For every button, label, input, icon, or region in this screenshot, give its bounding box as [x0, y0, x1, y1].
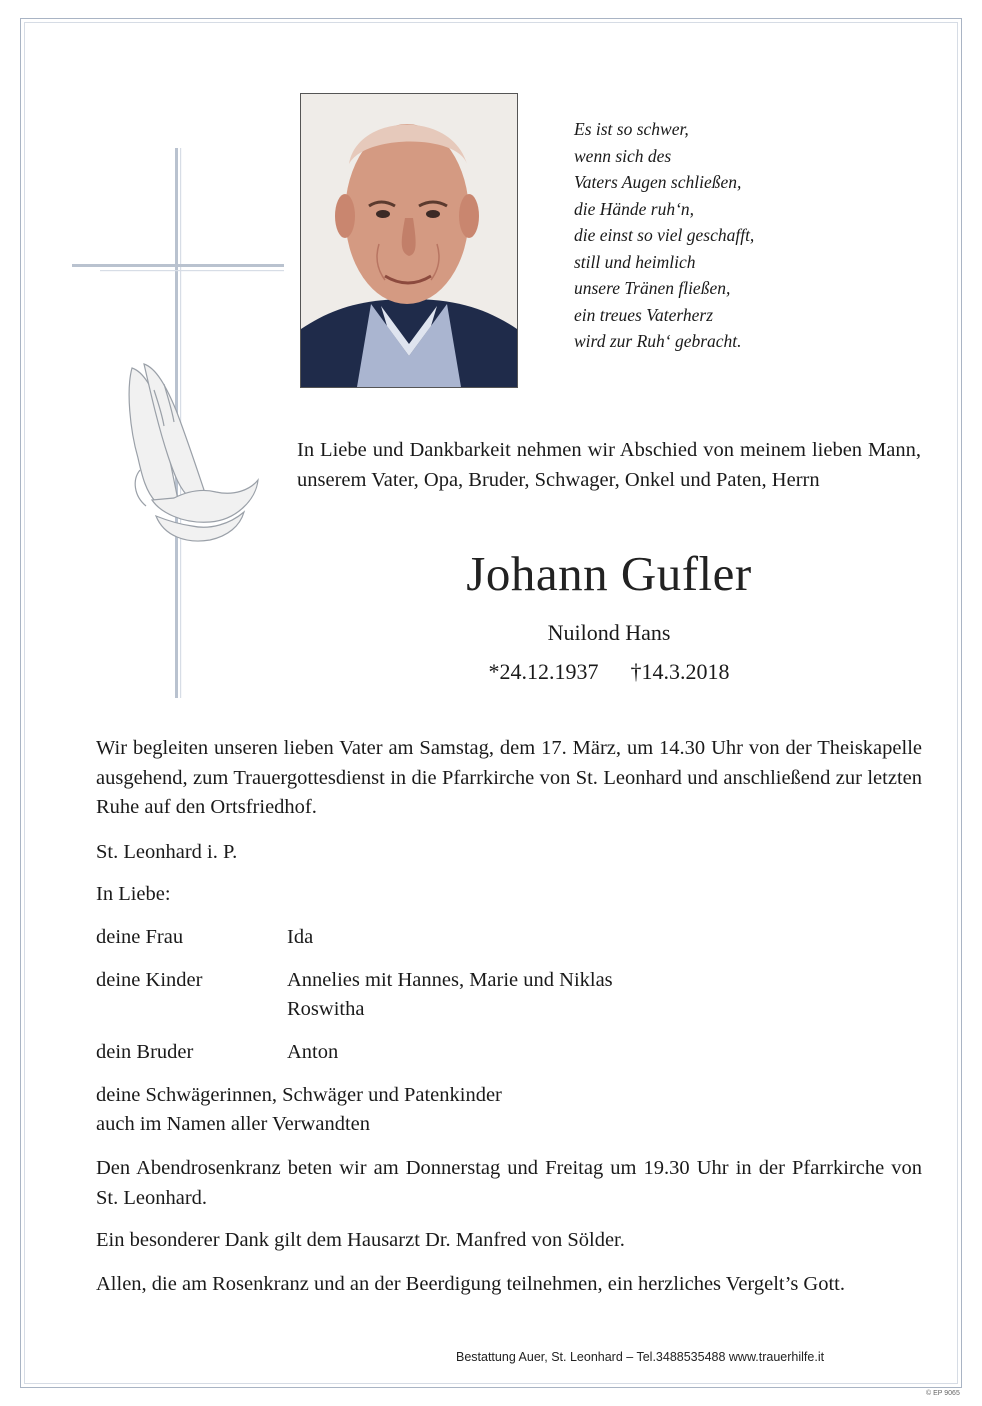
birth-date: *24.12.1937 — [488, 659, 599, 684]
family-relation: deine Frau — [96, 926, 184, 948]
poem-line: wird zur Ruh‘ gebracht. — [574, 331, 742, 351]
poem-line: Vaters Augen schließen, — [574, 172, 742, 192]
cross-with-praying-hands-icon — [60, 140, 290, 700]
funeral-home-footer: Bestattung Auer, St. Leonhard – Tel.3488535488 www.trauerhilfe.it — [456, 1350, 825, 1364]
life-dates — [297, 659, 921, 685]
poem-line: Es ist so schwer, — [574, 119, 689, 139]
poem-line: die einst so viel geschafft, — [574, 225, 755, 245]
poem-line: wenn sich des — [574, 145, 672, 166]
funeral-announcement: Wir begleiten unseren lieben Vater am Samstag, dem 17. März, um 14.30 Uhr von der Theiskapelle ausgehend, zum Trauergottesdienst in die Pfarrkirche von St. Leonhard und anschließend zur letzten Ruhe auf den Ortsfriedhof. — [96, 737, 922, 818]
poem-line: die Hände ruh‘n, — [574, 198, 695, 219]
deceased-name: Johann Gufler — [466, 546, 752, 601]
death-date: †14.3.2018 — [630, 659, 730, 684]
poem-line: unsere Tränen fließen, — [574, 278, 731, 298]
poem-line: ein treues Vaterherz — [574, 304, 714, 325]
place-line: St. Leonhard i. P. — [96, 841, 238, 863]
deceased-nickname: Nuilond Hans — [547, 620, 671, 645]
family-names: Roswitha — [287, 998, 365, 1020]
family-names: Annelies mit Hannes, Marie und Niklas — [287, 969, 613, 991]
family-names: Ida — [287, 926, 314, 948]
rosary-announcement: Den Abendrosenkranz beten wir am Donnerstag und Freitag um 19.30 Uhr in der Pfarrkirche von St. Leonhard. — [96, 1157, 922, 1209]
thanks-doctor: Ein besonderer Dank gilt dem Hausarzt Dr. Manfred von Sölder. — [96, 1229, 625, 1251]
memorial-poem — [574, 116, 834, 355]
family-relation: dein Bruder — [96, 1041, 194, 1063]
praying-hands-icon — [129, 364, 258, 541]
poem-line: still und heimlich — [574, 251, 696, 272]
print-code: © EP 9065 — [926, 1390, 960, 1397]
portrait-image — [301, 94, 517, 387]
thanks-all: Allen, die am Rosenkranz und an der Beerdigung teilnehmen, ein herzliches Vergelt’s Gott. — [96, 1273, 845, 1295]
relatives-line: deine Schwägerinnen, Schwäger und Patenkinder — [96, 1084, 502, 1106]
relatives-line: auch im Namen aller Verwandten — [96, 1113, 370, 1135]
in-love-line: In Liebe: — [96, 883, 171, 905]
portrait-photo — [300, 93, 518, 388]
family-names: Anton — [287, 1041, 339, 1063]
family-relation: deine Kinder — [96, 969, 203, 991]
intro-text: In Liebe und Dankbarkeit nehmen wir Abschied von meinem lieben Mann, unserem Vater, Opa, Bruder, Schwager, Onkel und Paten, Herrn — [297, 439, 921, 491]
